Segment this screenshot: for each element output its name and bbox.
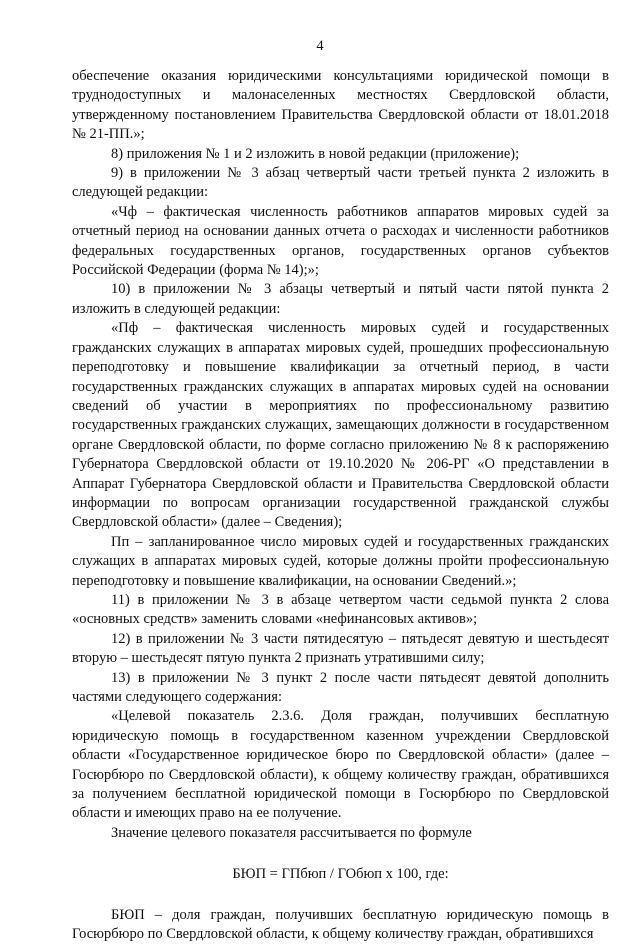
- paragraph-item-13: 13) в приложении № 3 пункт 2 после части пятьдесят девятой дополнить частями следующего содержания:: [72, 669, 609, 705]
- paragraph-item-12: 12) в приложении № 3 части пятидесятую – пятьдесят девятую и шестьдесят вторую – шестьдесят пятую пункта 2 признать утратившими силу;: [72, 630, 609, 667]
- paragraph-continuation: обеспечение оказания юридическими консультациями юридической помощи в труднодоступных и малонаселенных местностях Свердловской области, утвержденному постановлением Правительства Свердловской области от 18.01.2018 № 21-ПП.»;: [72, 68, 609, 143]
- paragraph-quote-pp: Пп – запланированное число мировых судей и государственных гражданских служащих в аппаратах мировых судей, которые должны пройти профессиональную переподготовку и повышение квалификации, на основании Сведений.»;: [72, 533, 609, 589]
- paragraph-quote-chf: «Чф – фактическая численность работников аппаратов мировых судей за отчетный период на основании данных отчета о расходах и численности работников федеральных государственных органов, государственных органов субъектов Российской Федерации (форма № 14);»;: [72, 203, 609, 279]
- paragraph-formula-definition: БЮП – доля граждан, получивших бесплатную юридическую помощь в Госюрбюро по Свердловской области, к общему количеству граждан, обратившихся: [72, 906, 609, 943]
- paragraph-item-9: 9) в приложении № 3 абзац четвертый части третьей пункта 2 изложить в следующей редакции:: [72, 165, 609, 201]
- paragraph-formula-intro: Значение целевого показателя рассчитывается по формуле: [111, 824, 472, 841]
- formula: БЮП = ГПбюп / ГОбюп х 100, где:: [232, 866, 449, 883]
- paragraph-item-8: 8) приложения № 1 и 2 изложить в новой редакции (приложение);: [111, 145, 520, 162]
- document-body: [72, 67, 609, 944]
- paragraph-item-11: 11) в приложении № 3 в абзаце четвертом части седьмой пункта 2 слова «основных средств» заменить словами «нефинансовых активов»;: [72, 591, 609, 628]
- paragraph-target-indicator: «Целевой показатель 2.3.6. Доля граждан, получивших бесплатную юридическую помощь в государственном казенном учреждении Свердловской области «Государственное юридическое бюро по Свердловской области» (далее – Госюрбюро по Свердловской области), к общему количеству граждан, обратившихся за получением бесплатной юридической помощи в Госюрбюро по Свердловской области и имеющих право на ее получение.: [72, 708, 609, 822]
- paragraph-item-10: 10) в приложении № 3 абзацы четвертый и пятый части пятой пункта 2 изложить в следующей редакции:: [72, 281, 609, 317]
- page-number: 4: [316, 38, 324, 54]
- paragraph-quote-pf: «Пф – фактическая численность мировых судей и государственных гражданских служащих в аппаратах мировых судей, прошедших профессиональную переподготовку и повышение квалификации за отчетный период, в части государственных гражданских служащих в аппаратах мировых судей на основании сведений об участии в мероприятиях по профессиональному развитию государственных гражданских служащих, замещающих должности в государственном органе Свердловской области, по форме согласно приложению № 8 к распоряжению Губернатора Свердловской области от 19.10.2020 № 206-РГ «О представлении в Аппарат Губернатора Свердловской области и Правительства Свердловской области информации по вопросам организации государственной гражданской службы Свердловской области» (далее – Сведения);: [72, 320, 609, 531]
